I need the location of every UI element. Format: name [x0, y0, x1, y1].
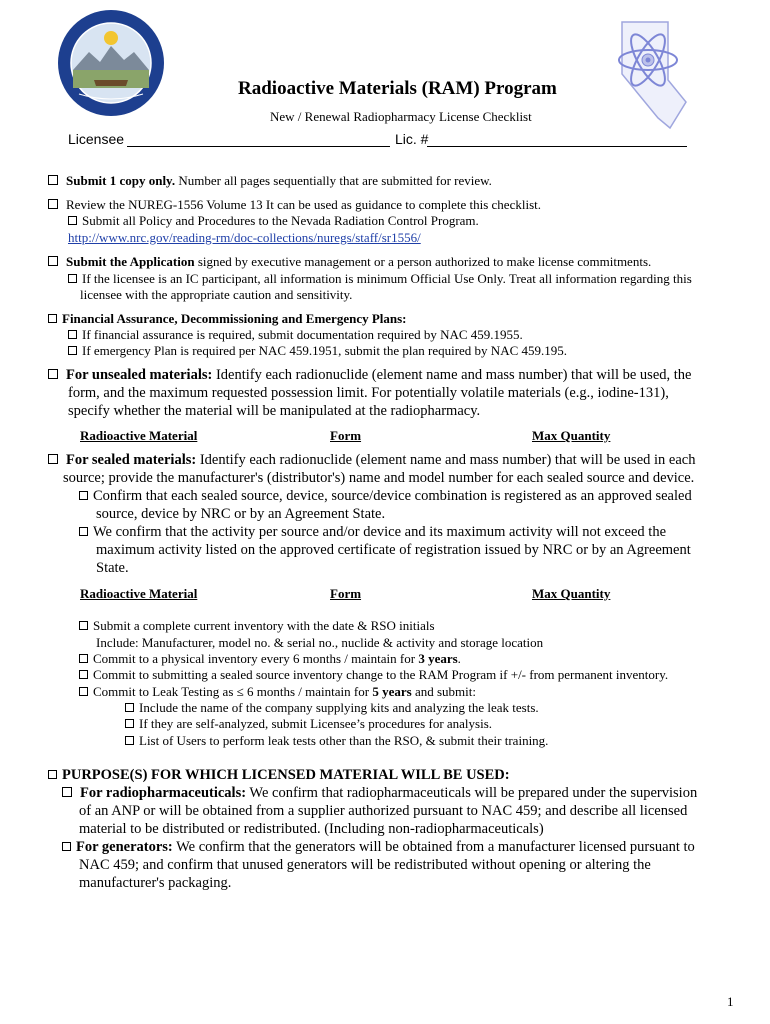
registered-text-l2: source, device by NRC or by an Agreement State.: [96, 506, 386, 522]
checkbox: [68, 274, 77, 283]
radiation-program-logo: [610, 18, 690, 133]
checklist-subitem-emergency: If emergency Plan is required per NAC 459.1951, submit the plan required by NAC 459.195.: [68, 343, 567, 359]
nevada-state-seal: [56, 8, 166, 118]
checkbox: [79, 621, 88, 630]
checkbox: [48, 454, 58, 464]
sealed-col-material: Radioactive Material: [80, 586, 198, 601]
radiopharm-text-l3: material to be distributed or redistributed. (Including non-radiopharmaceuticals): [79, 821, 544, 837]
checklist-subitem-financial: If financial assurance is required, submit documentation required by NAC 459.1955.: [68, 327, 523, 343]
checkbox: [48, 199, 58, 209]
inventory-item-current: Submit a complete current inventory with the date & RSO initials: [79, 618, 435, 634]
page-subtitle: New / Renewal Radiopharmacy License Checklist: [270, 109, 532, 124]
unsealed-col-max-quantity: Max Quantity: [532, 428, 611, 443]
purpose-item-radiopharmaceuticals: For radiopharmaceuticals: We confirm that radiopharmaceuticals will be prepared under the supervision: [62, 785, 697, 802]
lic-number-label: Lic. #: [395, 131, 429, 147]
nureg-link-row: [68, 230, 421, 246]
unsealed-text-l3: specify whether the material will be manipulated at the radiopharmacy.: [68, 403, 481, 419]
checklist-subitem-ic-cont: licensee with the appropriate caution and sensitivity.: [80, 287, 353, 302]
generators-text-l3: manufacturer's packaging.: [79, 875, 232, 891]
purpose-item-generators: For generators: We confirm that the generators will be obtained from a manufacturer licensed pursuant to: [62, 839, 695, 856]
checklist-item-financial: Financial Assurance, Decommissioning and Emergency Plans:: [48, 311, 407, 327]
checklist-item-application: Submit the Application signed by executive management or a person authorized to make license commitments.: [48, 254, 651, 270]
checkbox: [68, 216, 77, 225]
checkbox: [125, 719, 134, 728]
checklist-subitem-registered: Confirm that each sealed source, device, source/device combination is registered as an approved sealed: [79, 488, 692, 505]
inventory-item-sealed-change: Commit to submitting a sealed source inventory change to the RAM Program if +/- from permanent inventory.: [79, 667, 668, 683]
checkbox: [62, 787, 72, 797]
unsealed-text-l2: form, and the maximum requested possession limit. For potentially volatile materials (e.g., iodine-131),: [68, 385, 669, 401]
checkbox: [125, 736, 134, 745]
leak-subitem-company: Include the name of the company supplying kits and analyzing the leak tests.: [125, 700, 539, 716]
checkbox: [79, 687, 88, 696]
inventory-item-physical: Commit to a physical inventory every 6 months / maintain for 3 years.: [79, 651, 461, 667]
checkbox: [48, 256, 58, 266]
checkbox: [48, 369, 58, 379]
checklist-item-copies: Submit 1 copy only. Number all pages sequentially that are submitted for review.: [48, 173, 492, 189]
checkbox: [62, 842, 71, 851]
nureg-link[interactable]: http://www.nrc.gov/reading-rm/doc-collections/nuregs/staff/sr1556/: [68, 230, 421, 245]
licensee-line: [127, 146, 390, 147]
unsealed-col-form: Form: [330, 428, 362, 443]
licensee-field: [68, 131, 124, 147]
radiopharm-text-l2: of an ANP or will be obtained from a supplier authorized pursuant to NAC 459; and describe all licensed: [79, 803, 688, 819]
checkbox: [48, 175, 58, 185]
inventory-item-leak-testing: Commit to Leak Testing as ≤ 6 months / maintain for 5 years and submit:: [79, 684, 476, 700]
inventory-include-text: Include: Manufacturer, model no. & serial no., nuclide & activity and storage location: [96, 635, 544, 650]
activity-text-l2: maximum activity listed on the approved certificate of registration issued by NRC or by an Agreement: [96, 542, 691, 558]
lic-number-line: [427, 146, 687, 147]
checkbox: [79, 527, 88, 536]
checkbox: [79, 654, 88, 663]
checklist-subitem-policy: Submit all Policy and Procedures to the Nevada Radiation Control Program.: [68, 213, 479, 229]
leak-subitem-users: List of Users to perform leak tests other than the RSO, & submit their training.: [125, 733, 548, 749]
page-title: Radioactive Materials (RAM) Program: [238, 78, 557, 99]
checkbox: [125, 703, 134, 712]
checklist-item-nureg: Review the NUREG-1556 Volume 13 It can be used as guidance to complete this checklist.: [48, 197, 541, 213]
checkbox: [79, 670, 88, 679]
checklist-subitem-activity: We confirm that the activity per source and/or device and its maximum activity will not exceed the: [79, 524, 666, 541]
generators-text-l2: NAC 459; and confirm that unused generators will be redistributed without opening or altering the: [79, 857, 651, 873]
checklist-subitem-ic: If the licensee is an IC participant, all information is minimum Official Use Only. Treat all information regarding this: [68, 271, 692, 287]
checklist-item-unsealed: For unsealed materials: Identify each radionuclide (element name and mass number) that will be used, the: [48, 367, 691, 384]
checkbox: [68, 346, 77, 355]
licensee-label: Licensee: [68, 131, 125, 147]
checkbox: [79, 491, 88, 500]
checklist-item-sealed: For sealed materials: Identify each radionuclide (element name and mass number) that will be used in each: [48, 452, 695, 469]
sealed-col-form: Form: [330, 586, 362, 601]
page-number: 1: [727, 994, 734, 1009]
unsealed-col-material: Radioactive Material: [80, 428, 198, 443]
checkbox: [48, 314, 57, 323]
leak-subitem-self-analyzed: If they are self-analyzed, submit Licensee’s procedures for analysis.: [125, 716, 492, 732]
activity-text-l3: State.: [96, 560, 129, 576]
purpose-heading: PURPOSE(S) FOR WHICH LICENSED MATERIAL WILL BE USED:: [48, 767, 510, 784]
checkbox: [68, 330, 77, 339]
sealed-col-max-quantity: Max Quantity: [532, 586, 611, 601]
sealed-text-l2: source; provide the manufacturer's (distributor's) name and model number for each sealed source and device.: [63, 470, 695, 486]
checkbox: [48, 770, 57, 779]
